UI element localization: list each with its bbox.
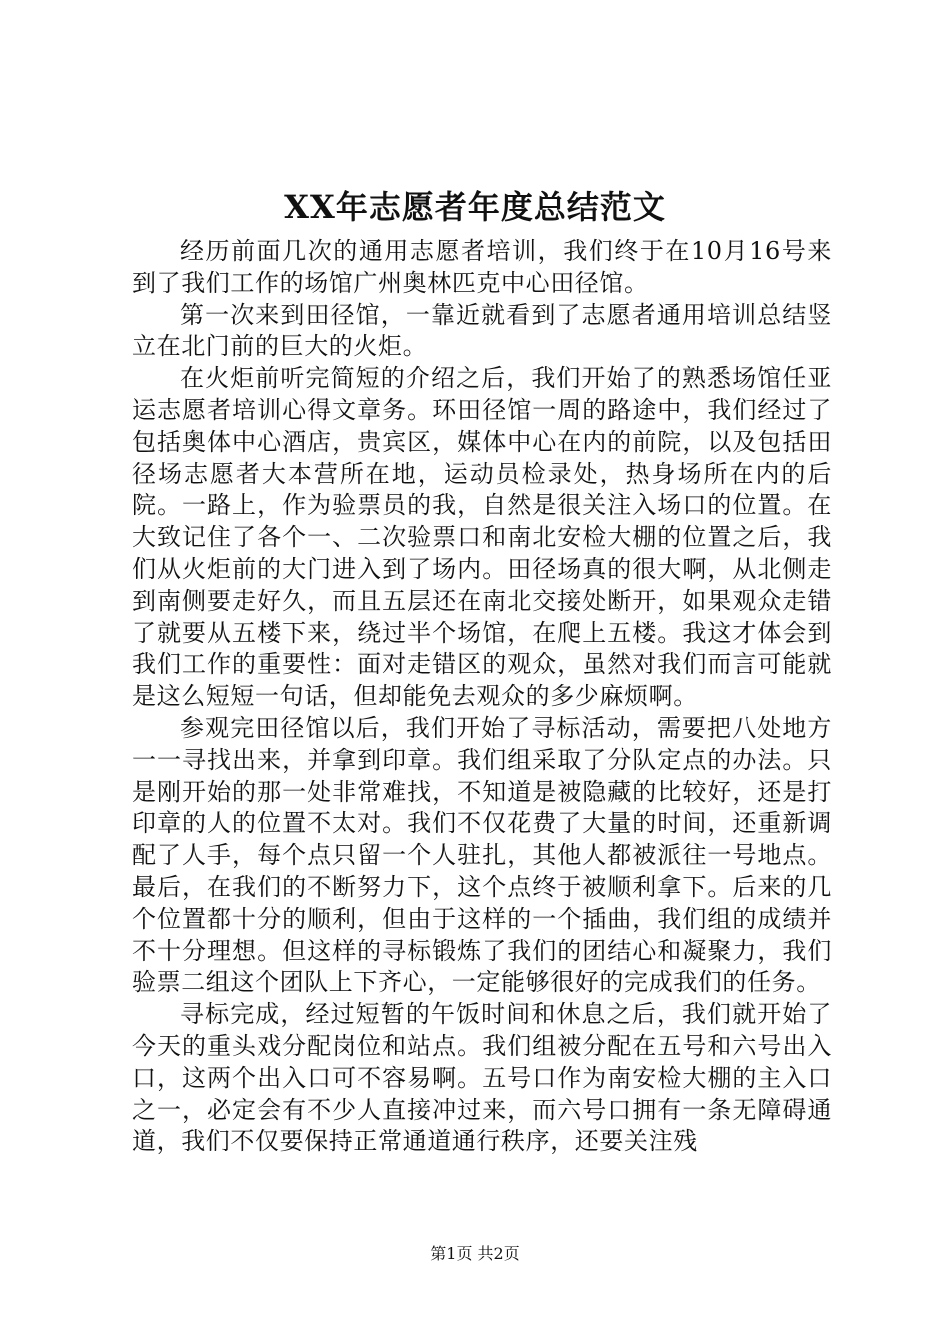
paragraph-5: 寻标完成，经过短暂的午饭时间和休息之后，我们就开始了今天的重头戏分配岗位和站点。我们组被分配在五号和六号出入口，这两个出入口可不容易啊。五号口作为南安检大棚的主入口之一，必定会有不少人直接冲过来，而六号口拥有一条无障碍通道，我们不仅要保持正常通道通行秩序，还要关注残	[132, 1000, 832, 1156]
page-footer: 第1页 共2页	[430, 1244, 520, 1263]
document-body	[132, 236, 832, 1158]
paragraph-2: 第一次来到田径馆，一靠近就看到了志愿者通用培训总结竖立在北门前的巨大的火炬。	[132, 300, 832, 361]
document-title: XX年志愿者年度总结范文	[284, 188, 666, 226]
paragraph-3: 在火炬前听完简短的介绍之后，我们开始了的熟悉场馆任亚运志愿者培训心得文章务。环田径馆一周的路途中，我们经过了包括奥体中心酒店，贵宾区，媒体中心在内的前院，以及包括田径场志愿者大本营所在地，运动员检录处，热身场所在内的后院。一路上，作为验票员的我，自然是很关注入场口的位置。在大致记住了各个一、二次验票口和南北安检大棚的位置之后，我们从火炬前的大门进入到了场内。田径场真的很大啊，从北侧走到南侧要走好久，而且五层还在南北交接处断开，如果观众走错了就要从五楼下来，绕过半个场馆，在爬上五楼。我这才体会到我们工作的重要性：面对走错区的观众，虽然对我们而言可能就是这么短短一句话，但却能免去观众的多少麻烦啊。	[132, 364, 832, 711]
paragraph-1: 经历前面几次的通用志愿者培训，我们终于在10月16号来到了我们工作的场馆广州奥林匹克中心田径馆。	[132, 237, 832, 297]
paragraph-4: 参观完田径馆以后，我们开始了寻标活动，需要把八处地方一一寻找出来，并拿到印章。我们组采取了分队定点的办法。只是刚开始的那一处非常难找，不知道是被隐藏的比较好，还是打印章的人的位置不太对。我们不仅花费了大量的时间，还重新调配了人手，每个点只留一个人驻扎，其他人都被派往一号地点。最后，在我们的不断努力下，这个点终于被顺利拿下。后来的几个位置都十分的顺利，但由于这样的一个插曲，我们组的成绩并不十分理想。但这样的寻标锻炼了我们的团结心和凝聚力，我们验票二组这个团队上下齐心，一定能够很好的完成我们的任务。	[132, 713, 832, 997]
